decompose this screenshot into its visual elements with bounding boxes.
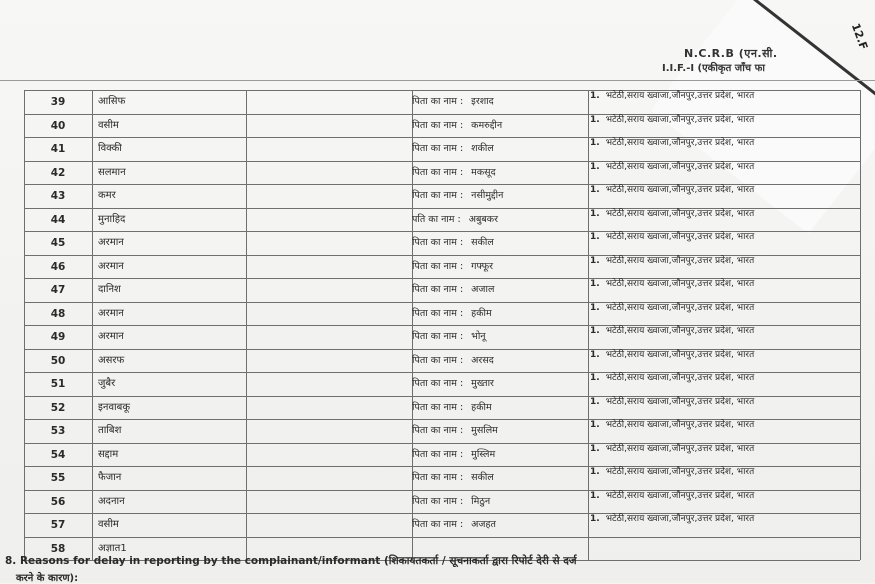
father-name: अरसद (471, 354, 494, 366)
footer-reason-heading: 8. Reasons for delay in reporting by the complainant/informant (शिकायतकर्ता / सूचनाकर्ता द्वारा रिपोर्ट देरी से दर्ज (5, 555, 577, 567)
address-text: भटेठी,सराय ख्वाजा,जौनपुर,उत्तर प्रदेश, भारत (605, 114, 755, 125)
father-name: नसीमुद्दीन (471, 190, 504, 201)
table-row (24, 208, 860, 232)
father-name: हकीम (471, 307, 492, 319)
address-number: 1. (590, 467, 600, 477)
father-name: अजहत (471, 519, 496, 530)
father-label: पिता का नाम : (412, 237, 464, 248)
father-label: पिता का नाम : (412, 378, 464, 389)
row-number: 46 (50, 260, 66, 273)
address-text: भटेठी,सराय ख्वाजा,जौनपुर,उत्तर प्रदेश, भारत (605, 467, 755, 477)
address-text: भटेठी,सराय ख्वाजा,जौनपुर,उत्तर प्रदेश, भारत (605, 349, 755, 360)
address-text: भटेठी,सराय ख्वाजा,जौनपुर,उत्तर प्रदेश, भारत (605, 232, 755, 242)
table-row (24, 490, 860, 514)
address-cell (590, 325, 860, 350)
father-name: अजाल (471, 284, 495, 295)
address-number: 1. (590, 420, 600, 430)
row-number: 55 (50, 472, 66, 484)
address-number: 1. (590, 208, 600, 219)
father-name: मकसूद (471, 166, 496, 178)
accused-name: दानिश (98, 284, 121, 295)
table-row (24, 137, 860, 161)
address-number: 1. (590, 161, 600, 172)
father-label: पिता का नाम : (412, 260, 464, 272)
row-number: 39 (50, 96, 66, 108)
accused-name: अरमान (98, 307, 124, 319)
address-number: 1. (590, 185, 600, 195)
address-number: 1. (590, 91, 600, 101)
father-name: शकील (471, 143, 494, 154)
father-name: सकील (471, 237, 494, 248)
row-number: 40 (50, 119, 66, 132)
father-name-cell (412, 466, 588, 490)
accused-name: सलमान (98, 166, 126, 178)
address-number: 1. (590, 138, 600, 148)
address-cell (590, 537, 860, 562)
father-name: मिठुन (471, 495, 491, 507)
father-name: हकीम (471, 401, 492, 413)
address-cell (590, 161, 860, 186)
row-number: 43 (50, 190, 66, 202)
address-text: भटेठी,सराय ख्वाजा,जौनपुर,उत्तर प्रदेश, भारत (605, 326, 755, 336)
father-label: पिता का नाम : (412, 284, 464, 295)
address-cell (590, 349, 860, 374)
father-label: पिता का नाम : (412, 143, 464, 154)
accused-name: असरफ (98, 354, 125, 366)
address-number: 1. (590, 490, 600, 501)
father-name-cell (412, 208, 588, 232)
address-cell (590, 466, 860, 491)
address-cell (590, 372, 860, 397)
address-text: भटेठी,सराय ख्वाजा,जौनपुर,उत्तर प्रदेश, भारत (605, 161, 755, 172)
row-number: 56 (50, 495, 66, 508)
accused-name: अरमान (98, 237, 124, 248)
table-row (24, 231, 860, 255)
table-row (24, 349, 860, 373)
father-label: पिता का नाम : (412, 190, 464, 201)
accused-table (24, 90, 860, 556)
row-number: 42 (50, 166, 66, 179)
father-name: मुसलिम (471, 425, 498, 436)
father-name-cell (412, 396, 588, 420)
father-label: पिता का नाम : (412, 307, 464, 319)
accused-name: अरमान (98, 331, 124, 342)
table-row (24, 161, 860, 185)
row-number: 47 (50, 284, 66, 296)
accused-name: अज्ञात1 (98, 542, 127, 554)
father-name-cell (412, 372, 588, 396)
address-number: 1. (590, 514, 600, 524)
address-cell (590, 137, 860, 162)
father-name-cell (412, 114, 588, 138)
father-label: पिता का नाम : (412, 96, 464, 107)
address-cell (590, 302, 860, 327)
accused-name: फैजान (98, 472, 122, 483)
address-text: भटेठी,सराय ख्वाजा,जौनपुर,उत्तर प्रदेश, भारत (605, 443, 755, 454)
row-number: 50 (50, 354, 66, 367)
address-cell (590, 419, 860, 444)
accused-name: इनवाबकू (98, 401, 130, 413)
father-label: पिता का नाम : (412, 495, 464, 507)
row-number: 52 (50, 401, 66, 414)
father-label: पिता का नाम : (412, 331, 464, 342)
father-name-cell (412, 278, 588, 302)
header-line-1: N.C.R.B (एन.सी. (684, 47, 778, 60)
father-name: गफ्फूर (471, 260, 493, 272)
row-number: 45 (50, 237, 66, 249)
father-name-cell (412, 161, 588, 185)
row-number: 41 (50, 143, 66, 155)
header-line-2: I.I.F.-I (एकीकृत जाँच फा (662, 63, 765, 74)
father-name-cell (412, 325, 588, 349)
row-number: 53 (50, 425, 66, 437)
row-number: 51 (50, 378, 66, 390)
row-number: 48 (50, 307, 66, 320)
father-label: पिता का नाम : (412, 354, 464, 366)
father-name: भोनू (471, 331, 486, 342)
address-text: भटेठी,सराय ख्वाजा,जौनपुर,उत्तर प्रदेश, भारत (605, 208, 755, 219)
address-number: 1. (590, 326, 600, 336)
address-text: भटेठी,सराय ख्वाजा,जौनपुर,उत्तर प्रदेश, भारत (605, 185, 755, 195)
father-label: पिता का नाम : (412, 425, 464, 436)
father-name-cell (412, 302, 588, 326)
father-name: कमरुद्दीन (471, 119, 503, 131)
address-cell (590, 278, 860, 303)
table-row (24, 278, 860, 302)
row-number: 44 (50, 213, 66, 226)
address-text: भटेठी,सराय ख्वाजा,जौनपुर,उत्तर प्रदेश, भारत (605, 91, 755, 101)
table-row (24, 325, 860, 349)
father-name-cell (412, 231, 588, 255)
address-number: 1. (590, 302, 600, 313)
accused-name: ताबिश (98, 425, 122, 436)
address-text: भटेठी,सराय ख्वाजा,जौनपुर,उत्तर प्रदेश, भारत (605, 514, 755, 524)
address-number: 1. (590, 349, 600, 360)
address-cell (590, 90, 860, 115)
father-name-cell (412, 419, 588, 443)
accused-name: कमर (98, 190, 116, 201)
row-number: 57 (50, 519, 66, 531)
father-label: पिता का नाम : (412, 472, 464, 483)
table-row (24, 302, 860, 326)
row-number: 49 (50, 331, 66, 343)
father-name: मुख्तार (471, 378, 494, 389)
row-number: 54 (50, 448, 66, 461)
address-text: भटेठी,सराय ख्वाजा,जौनपुर,उत्तर प्रदेश, भारत (605, 138, 755, 148)
address-number: 1. (590, 232, 600, 242)
accused-name: अरमान (98, 260, 124, 272)
address-cell (590, 184, 860, 209)
address-text: भटेठी,सराय ख्वाजा,जौनपुर,उत्तर प्रदेश, भारत (605, 490, 755, 501)
table-row (24, 443, 860, 467)
father-name: अबुबकर (468, 213, 498, 225)
address-cell (590, 255, 860, 280)
table-row (24, 372, 860, 396)
father-label: पति का नाम : (412, 213, 461, 225)
father-name-cell (412, 513, 588, 537)
address-text: भटेठी,सराय ख्वाजा,जौनपुर,उत्तर प्रदेश, भारत (605, 420, 755, 430)
accused-name: सद्दाम (98, 448, 119, 460)
accused-name: मुनाहिद (98, 213, 126, 225)
table-row (24, 114, 860, 138)
father-name-cell (412, 90, 588, 114)
father-label: पिता का नाम : (412, 401, 464, 413)
address-text: भटेठी,सराय ख्वाजा,जौनपुर,उत्तर प्रदेश, भारत (605, 255, 755, 266)
accused-name: अदनान (98, 495, 125, 507)
address-number: 1. (590, 279, 600, 289)
father-name: सकील (471, 472, 494, 483)
address-number: 1. (590, 373, 600, 383)
address-text: भटेठी,सराय ख्वाजा,जौनपुर,उत्तर प्रदेश, भारत (605, 373, 755, 383)
footer-reason-heading-cont: करने के कारण): (16, 573, 79, 584)
accused-name: आसिफ (98, 96, 126, 107)
table-row (24, 419, 860, 443)
table-row (24, 90, 860, 114)
father-name: इरशाद (471, 96, 494, 107)
stamp-text: 12.F (848, 21, 871, 52)
address-text: भटेठी,सराय ख्वाजा,जौनपुर,उत्तर प्रदेश, भारत (605, 396, 755, 407)
father-label: पिता का नाम : (412, 119, 464, 131)
father-name-cell (412, 137, 588, 161)
address-number: 1. (590, 114, 600, 125)
address-cell (590, 490, 860, 515)
father-name: मुस्लिम (471, 448, 496, 460)
father-name-cell (412, 490, 588, 514)
accused-name: वसीम (98, 119, 119, 131)
row-number: 58 (50, 542, 66, 555)
address-cell (590, 513, 860, 538)
father-label: पिता का नाम : (412, 519, 464, 530)
father-name-cell (412, 443, 588, 467)
address-number: 1. (590, 396, 600, 407)
father-name-cell (412, 184, 588, 208)
table-row (24, 255, 860, 279)
father-label: पिता का नाम : (412, 166, 464, 178)
father-label: पिता का नाम : (412, 448, 464, 460)
address-cell (590, 231, 860, 256)
address-cell (590, 396, 860, 421)
accused-name: वसीम (98, 519, 119, 530)
address-text: भटेठी,सराय ख्वाजा,जौनपुर,उत्तर प्रदेश, भारत (605, 279, 755, 289)
table-row (24, 184, 860, 208)
address-cell (590, 114, 860, 139)
father-name-cell (412, 349, 588, 373)
accused-name: विक्की (98, 143, 122, 154)
father-name-cell (412, 255, 588, 279)
address-text: भटेठी,सराय ख्वाजा,जौनपुर,उत्तर प्रदेश, भारत (605, 302, 755, 313)
table-row (24, 466, 860, 490)
table-row (24, 396, 860, 420)
accused-name: जुबैर (98, 378, 116, 389)
address-number: 1. (590, 443, 600, 454)
address-cell (590, 443, 860, 468)
table-column-rule (860, 90, 861, 560)
address-cell (590, 208, 860, 233)
address-number: 1. (590, 255, 600, 266)
table-row (24, 513, 860, 537)
header-rule (0, 80, 875, 81)
